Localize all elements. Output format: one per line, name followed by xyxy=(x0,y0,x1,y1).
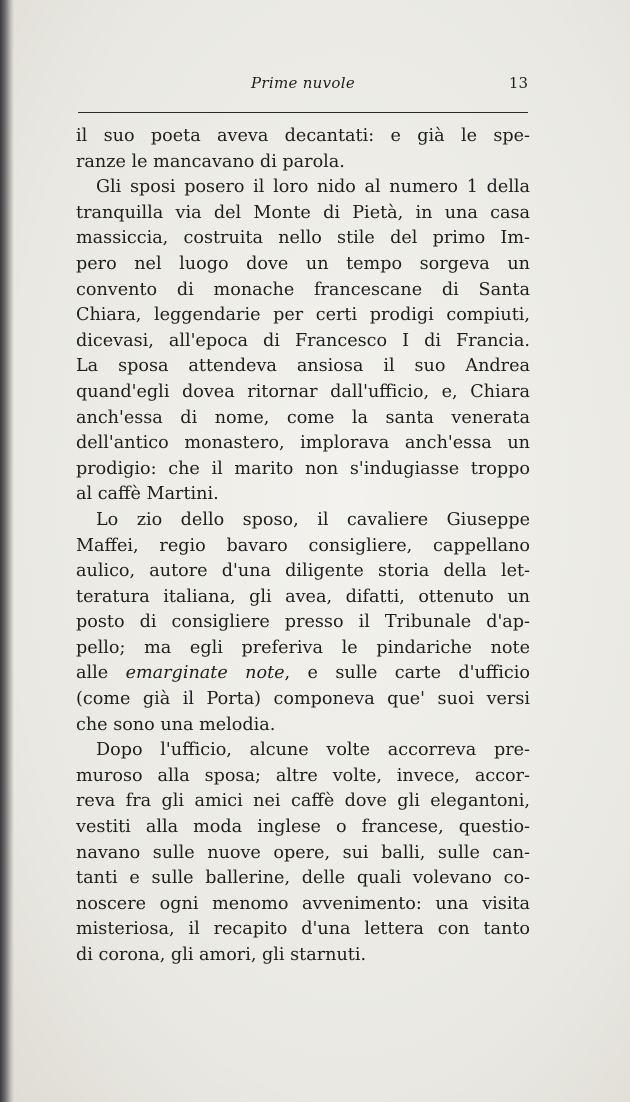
italic-phrase: emarginate note xyxy=(125,663,285,684)
text-line: massiccia, costruita nello stile del primo Im- xyxy=(76,228,530,249)
text-line: prodigio: che il marito non s'indugiasse troppo xyxy=(76,458,530,479)
text-line: Lo zio dello sposo, il cavaliere Giuseppe xyxy=(96,509,530,530)
text-line: vestiti alla moda inglese o francese, questio- xyxy=(76,817,530,838)
paragraph xyxy=(76,738,530,968)
text-line: noscere ogni menomo avvenimento: una visita xyxy=(76,893,530,914)
text-line: reva fra gli amici nei caffè dove gli elegantoni, xyxy=(76,791,530,812)
text-line: misteriosa, il recapito d'una lettera con tanto xyxy=(76,919,530,940)
text-line: Chiara, leggendarie per certi prodigi compiuti, xyxy=(76,305,530,326)
text-line: tanti e sulle ballerine, delle quali volevano co- xyxy=(76,868,530,889)
text-line: che sono una melodia. xyxy=(76,714,276,735)
text-line: La sposa attendeva ansiosa il suo Andrea xyxy=(76,356,530,377)
text-line: al caffè Martini. xyxy=(76,484,219,505)
text-line: di corona, gli amori, gli starnuti. xyxy=(76,945,367,965)
text-line: convento di monache francescane di Santa xyxy=(76,279,530,300)
text-segment: , e sulle carte d'ufficio xyxy=(284,663,531,684)
running-title: Prime nuvole xyxy=(250,74,356,92)
text-line xyxy=(76,661,530,687)
text-segment: alle xyxy=(76,663,126,684)
text-line: muroso alla sposa; altre volte, invece, accor- xyxy=(76,765,530,786)
text-line: tranquilla via del Monte di Pietà, in una casa xyxy=(76,202,530,223)
text-line: dicevasi, all'epoca di Francesco I di Francia. xyxy=(76,330,530,351)
paragraph xyxy=(76,508,530,738)
header-rule xyxy=(78,112,528,113)
text-line: teratura italiana, gli avea, difatti, ottenuto un xyxy=(76,586,530,607)
text-line: dell'antico monastero, implorava anch'essa un xyxy=(76,433,530,454)
text-line: aulico, autore d'una diligente storia della let- xyxy=(76,561,530,582)
text-line: (come già il Porta) componeva que' suoi versi xyxy=(76,689,530,710)
text-line: posto di consigliere presso il Tribunale d'ap- xyxy=(76,612,530,633)
paragraph xyxy=(76,175,530,508)
page-header xyxy=(78,74,528,98)
text-line: Gli sposi posero il loro nido al numero 1 della xyxy=(96,177,530,198)
text-line: quand'egli dovea ritornar dall'ufficio, e, Chiara xyxy=(76,381,530,402)
text-line: anch'essa di nome, come la santa venerata xyxy=(76,407,530,428)
binding-shadow xyxy=(0,0,14,1102)
page-number: 13 xyxy=(508,74,528,92)
text-line: pero nel luogo dove un tempo sorgeva un xyxy=(76,253,530,274)
text-line: Dopo l'ufficio, alcune volte accorreva pre- xyxy=(96,740,530,761)
text-line: il suo poeta aveva decantati: e già le spe- xyxy=(76,126,530,146)
text-line: pello; ma egli preferiva le pindariche note xyxy=(76,637,530,658)
text-line: navano sulle nuove opere, sui balli, sulle can- xyxy=(76,842,530,863)
paragraph xyxy=(76,124,530,175)
body-text xyxy=(76,124,530,969)
text-line: ranze le mancavano di parola. xyxy=(76,151,345,172)
text-line: Maffei, regio bavaro consigliere, cappellano xyxy=(76,535,530,556)
